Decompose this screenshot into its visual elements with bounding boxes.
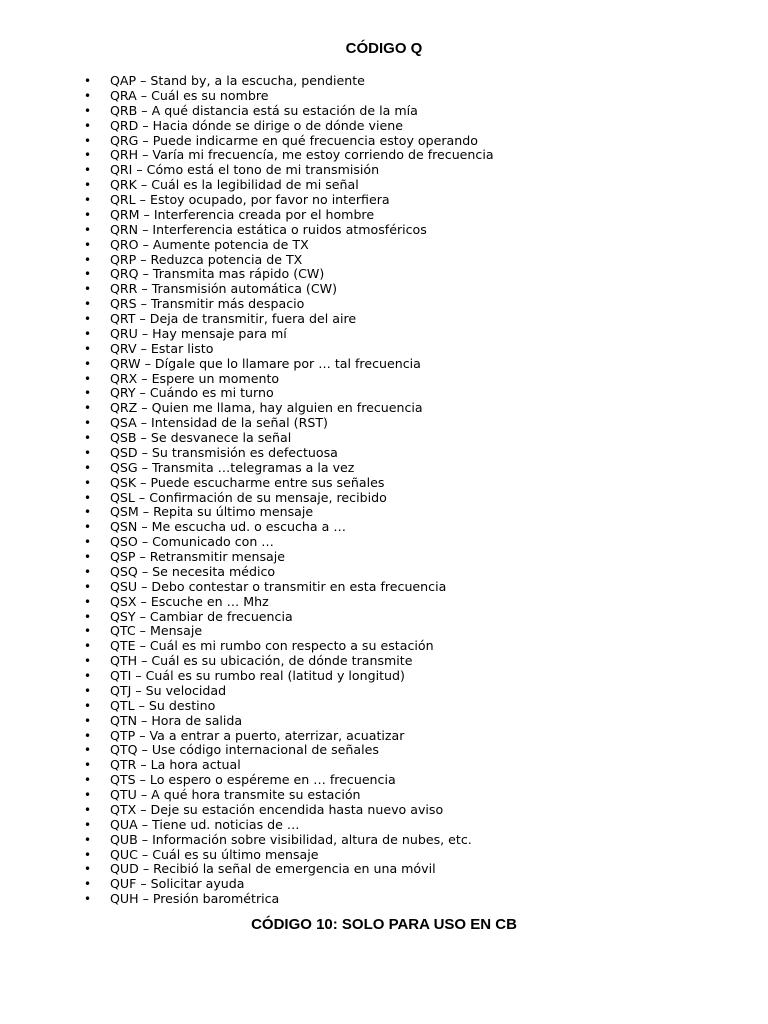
list-item-text: QSN – Me escucha ud. o escucha a … <box>110 519 346 535</box>
list-item-text: QRY – Cuándo es mi turno <box>110 385 274 401</box>
list-item <box>0 89 494 104</box>
list-item <box>0 401 494 416</box>
bullet-icon: • <box>84 88 92 103</box>
bullet-icon: • <box>84 431 92 445</box>
list-item <box>0 818 494 833</box>
list-item <box>0 595 494 610</box>
bullet-icon: • <box>84 728 92 743</box>
bullet-icon: • <box>84 802 92 817</box>
bullet-icon: • <box>84 163 92 178</box>
list-item <box>0 862 494 877</box>
list-item <box>0 758 494 773</box>
list-item <box>0 550 494 565</box>
list-item <box>0 342 494 357</box>
list-item-text: QSA – Intensidad de la señal (RST) <box>110 415 328 431</box>
list-item <box>0 892 494 907</box>
bullet-icon: • <box>84 445 92 460</box>
bullet-icon: • <box>84 758 92 773</box>
list-item <box>0 520 494 535</box>
list-item <box>0 238 494 253</box>
list-item <box>0 743 494 758</box>
list-item <box>0 848 494 863</box>
list-item-text: QSL – Confirmación de su mensaje, recibido <box>110 489 387 505</box>
list-item-text: QRD – Hacia dónde se dirige o de dónde viene <box>110 117 403 133</box>
list-item-text: QSX – Escuche en … Mhz <box>110 593 269 609</box>
bullet-icon: • <box>84 669 92 683</box>
list-item <box>0 773 494 788</box>
list-item-text: QRN – Interferencia estática o ruidos atmosféricos <box>110 221 427 237</box>
list-item-text: QSB – Se desvanece la señal <box>110 430 292 445</box>
list-item-text: QRQ – Transmita mas rápido (CW) <box>110 266 325 282</box>
bullet-icon: • <box>84 535 92 550</box>
bullet-icon: • <box>84 401 92 416</box>
list-item-text: QTC – Mensaje <box>110 623 203 639</box>
list-item <box>0 505 494 520</box>
bullet-icon: • <box>84 460 92 475</box>
bullet-icon: • <box>84 550 92 564</box>
bullet-icon: • <box>84 832 92 847</box>
page-title: CÓDIGO Q <box>345 40 423 57</box>
bullet-icon: • <box>84 654 92 669</box>
list-item <box>0 193 494 208</box>
list-item-text: QAP – Stand by, a la escucha, pendiente <box>110 73 365 88</box>
list-item <box>0 223 494 238</box>
list-item-text: QRX – Espere un momento <box>110 370 280 386</box>
bullet-icon: • <box>84 564 92 579</box>
list-item <box>0 580 494 595</box>
list-item-text: QTE – Cuál es mi rumbo con respecto a su estación <box>110 638 434 654</box>
list-item-text: QUB – Información sobre visibilidad, altura de nubes, etc. <box>110 831 472 847</box>
bullet-icon: • <box>84 148 92 163</box>
bullet-icon: • <box>84 877 92 892</box>
list-item-text: QSK – Puede escucharme entre sus señales <box>110 474 385 490</box>
list-item <box>0 357 494 372</box>
bullet-icon: • <box>84 683 92 698</box>
bullet-icon: • <box>84 237 92 252</box>
list-item <box>0 119 494 134</box>
list-item-text: QRR – Transmisión automática (CW) <box>110 281 337 297</box>
list-item <box>0 253 494 268</box>
list-item-text: QRH – Varía mi frecuencía, me estoy corriendo de frecuencia <box>110 147 494 163</box>
list-item-text: QSP – Retransmitir mensaje <box>110 549 286 564</box>
list-item-text: QTP – Va a entrar a puerto, aterrizar, acuatizar <box>110 727 405 743</box>
list-item-text: QTS – Lo espero o espéreme en … frecuencia <box>110 772 396 788</box>
bullet-icon: • <box>84 282 92 297</box>
bullet-icon: • <box>84 193 92 207</box>
list-item <box>0 104 494 119</box>
list-item-text: QTX – Deje su estación encendida hasta nuevo aviso <box>110 801 444 817</box>
bullet-icon: • <box>84 698 92 713</box>
list-item-text: QRM – Interferencia creada por el hombre <box>110 206 375 222</box>
bullet-icon: • <box>84 103 92 118</box>
list-item <box>0 416 494 431</box>
q-code-list <box>0 74 494 907</box>
list-item <box>0 476 494 491</box>
bullet-icon: • <box>84 847 92 862</box>
list-item-text: QTJ – Su velocidad <box>110 682 227 698</box>
list-item-text: QRS – Transmitir más despacio <box>110 296 305 312</box>
list-item-text: QRB – A qué distancia está su estación de la mía <box>110 102 418 118</box>
bullet-icon: • <box>84 326 92 341</box>
bullet-icon: • <box>84 371 92 386</box>
list-item-text: QRO – Aumente potencia de TX <box>110 236 309 252</box>
bullet-icon: • <box>84 505 92 520</box>
list-item-text: QTH – Cuál es su ubicación, de dónde transmite <box>110 653 413 669</box>
bullet-icon: • <box>84 416 92 431</box>
list-item-text: QSD – Su transmisión es defectuosa <box>110 444 338 460</box>
bullet-icon: • <box>84 609 92 624</box>
list-item <box>0 729 494 744</box>
list-item <box>0 684 494 699</box>
bullet-icon: • <box>84 594 92 609</box>
bullet-icon: • <box>84 475 92 490</box>
bullet-icon: • <box>84 624 92 639</box>
list-item <box>0 833 494 848</box>
list-item <box>0 163 494 178</box>
list-item <box>0 639 494 654</box>
list-item <box>0 565 494 580</box>
list-item-text: QUF – Solicitar ayuda <box>110 876 245 892</box>
list-item-text: QRG – Puede indicarme en qué frecuencia estoy operando <box>110 132 478 148</box>
list-item-text: QUH – Presión barométrica <box>110 891 280 907</box>
list-item-text: QUA – Tiene ud. noticias de … <box>110 816 300 832</box>
list-item-text: QTI – Cuál es su rumbo real (latitud y longitud) <box>110 668 405 683</box>
bullet-icon: • <box>84 74 92 88</box>
list-item <box>0 134 494 149</box>
list-item <box>0 803 494 818</box>
bullet-icon: • <box>84 356 92 371</box>
section-title: CÓDIGO 10: SOLO PARA USO EN CB <box>251 916 517 933</box>
bullet-icon: • <box>84 743 92 758</box>
list-item-text: QRU – Hay mensaje para mí <box>110 325 287 341</box>
bullet-icon: • <box>84 892 92 907</box>
bullet-icon: • <box>84 341 92 356</box>
list-item <box>0 699 494 714</box>
list-item-text: QSM – Repita su último mensaje <box>110 504 314 520</box>
list-item-text: QSQ – Se necesita médico <box>110 563 276 579</box>
list-item-text: QRI – Cómo está el tono de mi transmisión <box>110 162 380 178</box>
list-item-text: QRK – Cuál es la legibilidad de mi señal <box>110 177 359 193</box>
list-item <box>0 610 494 625</box>
list-item-text: QSO – Comunicado con … <box>110 534 274 550</box>
list-item-text: QRV – Estar listo <box>110 340 214 356</box>
list-item <box>0 624 494 639</box>
bullet-icon: • <box>84 579 92 594</box>
list-item <box>0 491 494 506</box>
list-item-text: QRA – Cuál es su nombre <box>110 87 269 103</box>
list-item <box>0 386 494 401</box>
list-item <box>0 267 494 282</box>
list-item <box>0 714 494 729</box>
list-item-text: QRW – Dígale que lo llamare por … tal frecuencia <box>110 355 421 371</box>
list-item <box>0 282 494 297</box>
list-item-text: QTR – La hora actual <box>110 757 241 773</box>
list-item <box>0 654 494 669</box>
list-item-text: QTQ – Use código internacional de señales <box>110 742 379 758</box>
list-item <box>0 74 494 89</box>
bullet-icon: • <box>84 312 92 326</box>
bullet-icon: • <box>84 713 92 728</box>
list-item-text: QUC – Cuál es su último mensaje <box>110 846 319 862</box>
bullet-icon: • <box>84 490 92 505</box>
list-item <box>0 148 494 163</box>
bullet-icon: • <box>84 788 92 802</box>
list-item-text: QRT – Deja de transmitir, fuera del aire <box>110 311 357 326</box>
bullet-icon: • <box>84 178 92 193</box>
list-item <box>0 297 494 312</box>
list-item-text: QTN – Hora de salida <box>110 712 243 728</box>
list-item <box>0 208 494 223</box>
list-item-text: QSG – Transmita …telegramas a la vez <box>110 459 355 475</box>
list-item <box>0 446 494 461</box>
list-item <box>0 461 494 476</box>
bullet-icon: • <box>84 297 92 312</box>
list-item-text: QRP – Reduzca potencia de TX <box>110 251 303 267</box>
list-item <box>0 372 494 387</box>
list-item-text: QRL – Estoy ocupado, por favor no interfiera <box>110 192 390 207</box>
list-item <box>0 669 494 684</box>
list-item <box>0 327 494 342</box>
bullet-icon: • <box>84 386 92 401</box>
bullet-icon: • <box>84 133 92 148</box>
bullet-icon: • <box>84 252 92 267</box>
bullet-icon: • <box>84 207 92 222</box>
list-item-text: QTU – A qué hora transmite su estación <box>110 787 361 802</box>
bullet-icon: • <box>84 862 92 877</box>
bullet-icon: • <box>84 267 92 282</box>
list-item <box>0 431 494 446</box>
bullet-icon: • <box>84 222 92 237</box>
bullet-icon: • <box>84 817 92 832</box>
bullet-icon: • <box>84 520 92 535</box>
list-item-text: QTL – Su destino <box>110 697 216 713</box>
list-item <box>0 877 494 892</box>
list-item-text: QSY – Cambiar de frecuencia <box>110 608 293 624</box>
list-item-text: QRZ – Quien me llama, hay alguien en frecuencia <box>110 400 423 416</box>
list-item-text: QUD – Recibió la señal de emergencia en una móvil <box>110 861 436 877</box>
list-item-text: QSU – Debo contestar o transmitir en esta frecuencia <box>110 578 447 594</box>
bullet-icon: • <box>84 773 92 788</box>
bullet-icon: • <box>84 118 92 133</box>
list-item <box>0 535 494 550</box>
list-item <box>0 178 494 193</box>
bullet-icon: • <box>84 639 92 654</box>
list-item <box>0 312 494 327</box>
list-item <box>0 788 494 803</box>
